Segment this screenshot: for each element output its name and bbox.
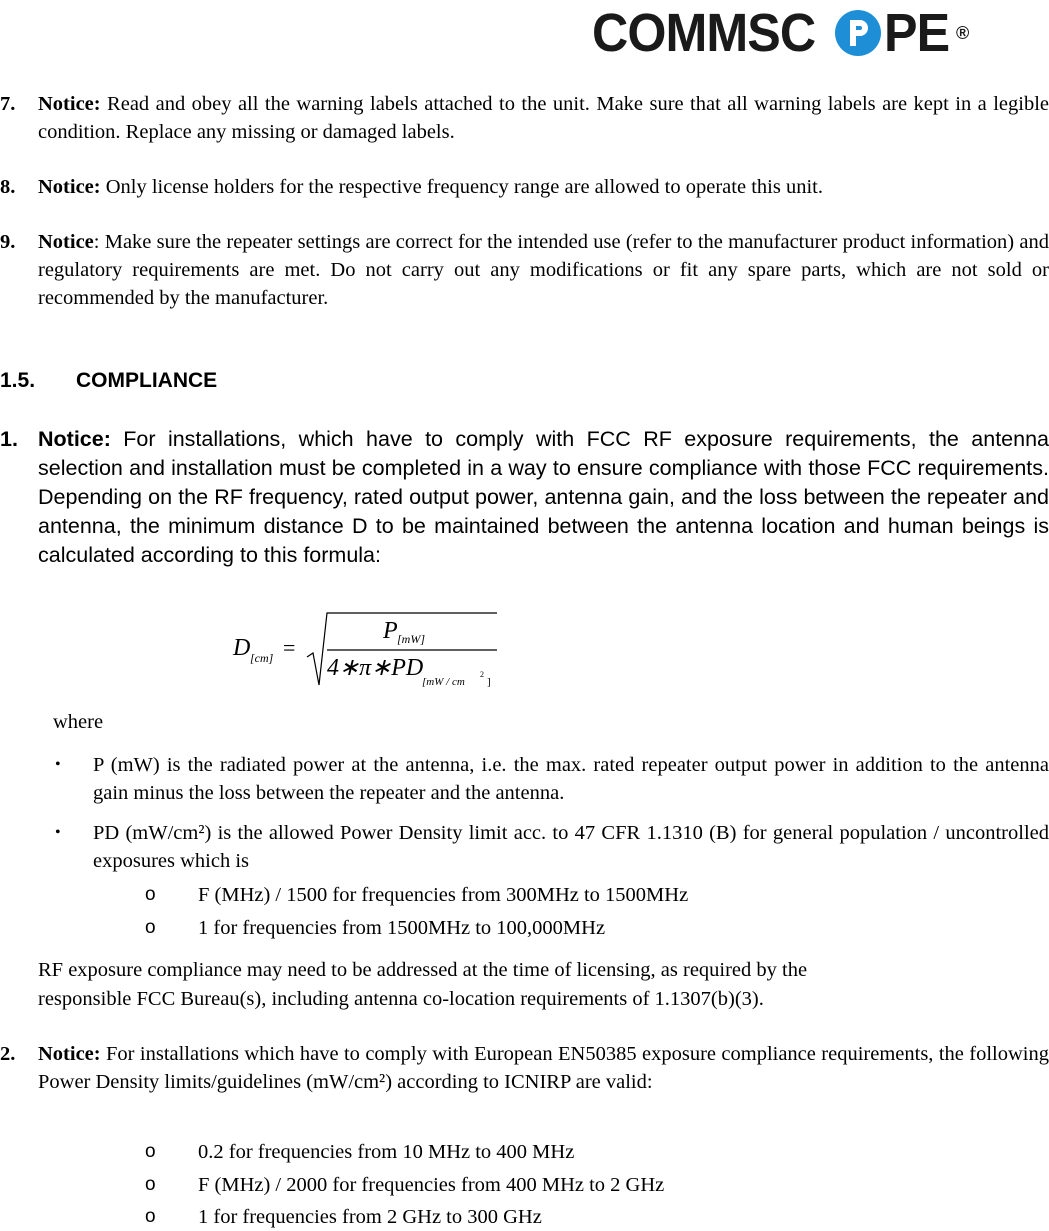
notice-text: Only license holders for the respective frequency range are allowed to operate this unit. xyxy=(100,176,823,198)
item-body xyxy=(38,425,1049,570)
formula-denominator-sup: 2 xyxy=(480,670,484,679)
bullet-pd-definition: PD (mW/cm²) is the allowed Power Density limit acc. to 47 CFR 1.1310 (B) for general population / uncontrolled exposures which is xyxy=(93,822,1049,872)
bullet-marker: • xyxy=(55,756,61,773)
formula-svg xyxy=(225,605,515,695)
section-title: COMPLIANCE xyxy=(76,369,218,392)
sub-marker: o xyxy=(145,1174,156,1195)
notice-text: For installations, which have to comply with FCC RF exposure requirements, the antenna selection and installation must be completed in a way to ensure compliance with those FCC requirements. Depending on the RF frequency, rated output power, antenna gain, and the loss between the repeater and antenna, the minimum distance D to be maintained between the antenna location and human beings is calculated according to this formula: xyxy=(38,427,1049,567)
formula-denominator-close: ] xyxy=(487,676,491,688)
rf-note-line: responsible FCC Bureau(s), including antenna co-location requirements of 1.1307(b)(3). xyxy=(38,988,764,1010)
notice-label: Notice: xyxy=(38,1043,101,1065)
item-body xyxy=(38,1040,1049,1096)
item-body xyxy=(38,173,1049,201)
distance-formula xyxy=(225,605,515,695)
notice-label: Notice: xyxy=(38,176,101,198)
sub-marker: o xyxy=(145,1141,156,1162)
item-number: 9. xyxy=(0,231,16,253)
item-body xyxy=(38,90,1049,146)
eu-sub-item: 1 for frequencies from 2 GHz to 300 GHz xyxy=(198,1206,542,1228)
notice-text: For installations which have to comply with European EN50385 exposure compliance requirements, the following Power Density limits/guidelines (mW/cm²) according to ICNIRP are valid: xyxy=(38,1043,1049,1093)
item-body xyxy=(38,228,1049,312)
bullet-p-definition: P (mW) is the radiated power at the antenna, i.e. the max. rated repeater output power in addition to the antenna gain minus the loss between the repeater and the antenna. xyxy=(93,754,1049,804)
formula-lhs-sub: [cm] xyxy=(250,651,274,665)
section-number: 1.5. xyxy=(0,369,36,392)
notice-label: Notice: xyxy=(38,427,111,451)
notice-text: : Make sure the repeater settings are correct for the intended use (refer to the manufacturer product information) and regulatory requirements are met. Do not carry out any modifications or fit any spare parts, which are not sold or recommended by the manufacturer. xyxy=(38,231,1049,309)
notice-text: Read and obey all the warning labels attached to the unit. Make sure that all warning labels are kept in a legible condition. Replace any missing or damaged labels. xyxy=(38,93,1049,143)
logo-text-right: PE xyxy=(883,3,950,63)
formula-lhs: D xyxy=(233,635,251,661)
formula-numerator-sub: [mW] xyxy=(397,632,426,646)
eu-sub-item: F (MHz) / 2000 for frequencies from 400 MHz to 2 GHz xyxy=(198,1174,665,1196)
item-number: 1. xyxy=(0,427,18,451)
formula-equals: = xyxy=(283,635,296,660)
item-number: 8. xyxy=(0,176,16,198)
logo-o-mark-icon xyxy=(833,8,883,58)
bullet-marker: • xyxy=(55,824,61,841)
logo-text-left: COMMSC xyxy=(592,3,816,63)
sub-marker: o xyxy=(145,884,156,905)
where-label: where xyxy=(53,711,104,733)
logo-registered-mark: ® xyxy=(956,23,969,43)
formula-denominator-sub: [mW / cm xyxy=(422,676,465,688)
sub-marker: o xyxy=(145,917,156,938)
notice-label: Notice: xyxy=(38,93,101,115)
notice-label: Notice xyxy=(38,231,94,253)
rf-note-line: RF exposure compliance may need to be addressed at the time of licensing, as required by the xyxy=(38,959,808,981)
commscope-logo xyxy=(592,0,968,66)
eu-sub-item: 0.2 for frequencies from 10 MHz to 400 MHz xyxy=(198,1141,575,1163)
formula-numerator: P xyxy=(383,618,398,644)
fcc-sub-item: 1 for frequencies from 1500MHz to 100,000MHz xyxy=(198,917,606,939)
formula-denominator: 4∗π∗PD xyxy=(327,655,424,681)
item-number: 2. xyxy=(0,1043,16,1065)
item-number: 7. xyxy=(0,93,16,115)
fcc-sub-item: F (MHz) / 1500 for frequencies from 300MHz to 1500MHz xyxy=(198,884,689,906)
sub-marker: o xyxy=(145,1206,156,1227)
